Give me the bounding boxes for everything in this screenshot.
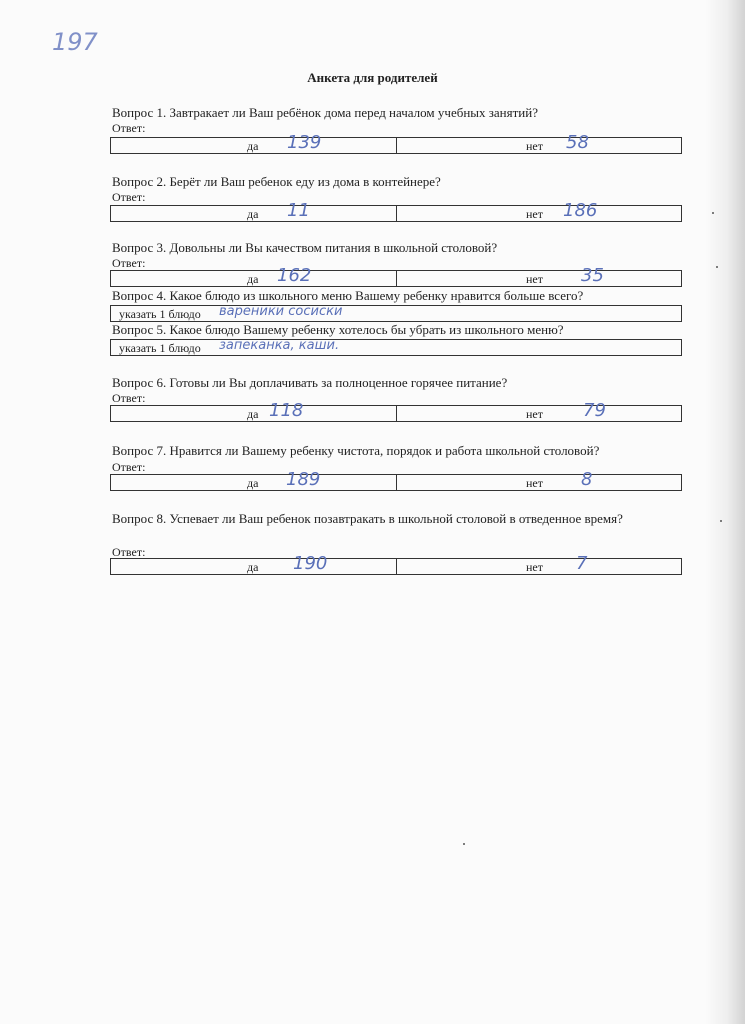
yes-label: да bbox=[247, 407, 259, 421]
no-label: нет bbox=[526, 560, 543, 574]
question-6-answer-label: Ответ: bbox=[112, 391, 146, 405]
question-8-answer-label: Ответ: bbox=[112, 545, 146, 559]
question-1-answer-label: Ответ: bbox=[112, 121, 146, 135]
question-6-text: Вопрос 6. Готовы ли Вы доплачивать за полноценное горячее питание? bbox=[112, 375, 508, 390]
scan-speck bbox=[463, 843, 465, 845]
question-2-text: Вопрос 2. Берёт ли Ваш ребенок еду из дома в контейнере? bbox=[112, 174, 441, 189]
question-6-yes-count: 118 bbox=[269, 400, 304, 421]
question-2-answer-box bbox=[110, 200, 682, 222]
answer-box-divider bbox=[396, 559, 397, 574]
question-3-text: Вопрос 3. Довольны ли Вы качеством питания в школьной столовой? bbox=[112, 240, 498, 255]
no-label: нет bbox=[526, 407, 543, 421]
handwritten-page-number: 197 bbox=[52, 28, 98, 56]
question-7-answer-label: Ответ: bbox=[112, 460, 146, 474]
question-3-answer-label: Ответ: bbox=[112, 256, 146, 270]
yes-label: да bbox=[247, 560, 259, 574]
question-1-answer-box bbox=[110, 132, 682, 154]
question-6-answer-box bbox=[110, 400, 682, 422]
question-4-answer-box bbox=[110, 305, 682, 322]
answer-box-divider bbox=[396, 406, 397, 421]
answer-box-divider bbox=[396, 138, 397, 153]
yes-label: да bbox=[247, 207, 259, 221]
question-3-no-count: 35 bbox=[581, 265, 604, 286]
question-4-answer: вареники сосиски bbox=[219, 304, 343, 319]
no-label: нет bbox=[526, 272, 543, 286]
scan-speck bbox=[720, 520, 722, 522]
no-label: нет bbox=[526, 207, 543, 221]
answer-box-divider bbox=[396, 271, 397, 286]
question-5-text: Вопрос 5. Какое блюдо Вашему ребенку хотелось бы убрать из школьного меню? bbox=[112, 322, 564, 337]
dish-label: указать 1 блюдо bbox=[119, 341, 201, 355]
question-1-yes-count: 139 bbox=[287, 132, 322, 153]
scan-edge-shadow bbox=[705, 0, 745, 1024]
yes-label: да bbox=[247, 139, 259, 153]
dish-label: указать 1 блюдо bbox=[119, 307, 201, 321]
answer-box-divider bbox=[396, 206, 397, 221]
yes-label: да bbox=[247, 272, 259, 286]
question-8-answer-box bbox=[110, 553, 682, 575]
page-title: Анкета для родителей bbox=[307, 70, 438, 85]
question-7-text: Вопрос 7. Нравится ли Вашему ребенку чистота, порядок и работа школьной столовой? bbox=[112, 443, 600, 458]
question-2-yes-count: 11 bbox=[287, 200, 310, 221]
yes-label: да bbox=[247, 476, 259, 490]
question-3-answer-box bbox=[110, 265, 682, 287]
question-6-no-count: 79 bbox=[583, 400, 606, 421]
question-8-yes-count: 190 bbox=[293, 553, 328, 574]
question-8-text: Вопрос 8. Успевает ли Ваш ребенок позавтракать в школьной столовой в отведенное время? bbox=[112, 511, 623, 526]
question-7-answer-box bbox=[110, 469, 682, 491]
question-8-no-count: 7 bbox=[576, 553, 588, 574]
question-3-yes-count: 162 bbox=[277, 265, 312, 286]
scan-speck bbox=[712, 212, 714, 214]
question-7-no-count: 8 bbox=[581, 469, 593, 490]
question-2-no-count: 186 bbox=[563, 200, 598, 221]
scan-speck bbox=[716, 266, 718, 268]
question-5-answer-box bbox=[110, 339, 682, 356]
question-1-text: Вопрос 1. Завтракает ли Ваш ребёнок дома перед началом учебных занятий? bbox=[112, 105, 538, 120]
question-1-no-count: 58 bbox=[566, 132, 589, 153]
no-label: нет bbox=[526, 476, 543, 490]
question-7-yes-count: 189 bbox=[286, 469, 321, 490]
no-label: нет bbox=[526, 139, 543, 153]
question-2-answer-label: Ответ: bbox=[112, 190, 146, 204]
question-5-answer: запеканка, каши. bbox=[219, 338, 340, 353]
answer-box-divider bbox=[396, 475, 397, 490]
question-4-text: Вопрос 4. Какое блюдо из школьного меню Вашему ребенку нравится больше всего? bbox=[112, 288, 584, 303]
